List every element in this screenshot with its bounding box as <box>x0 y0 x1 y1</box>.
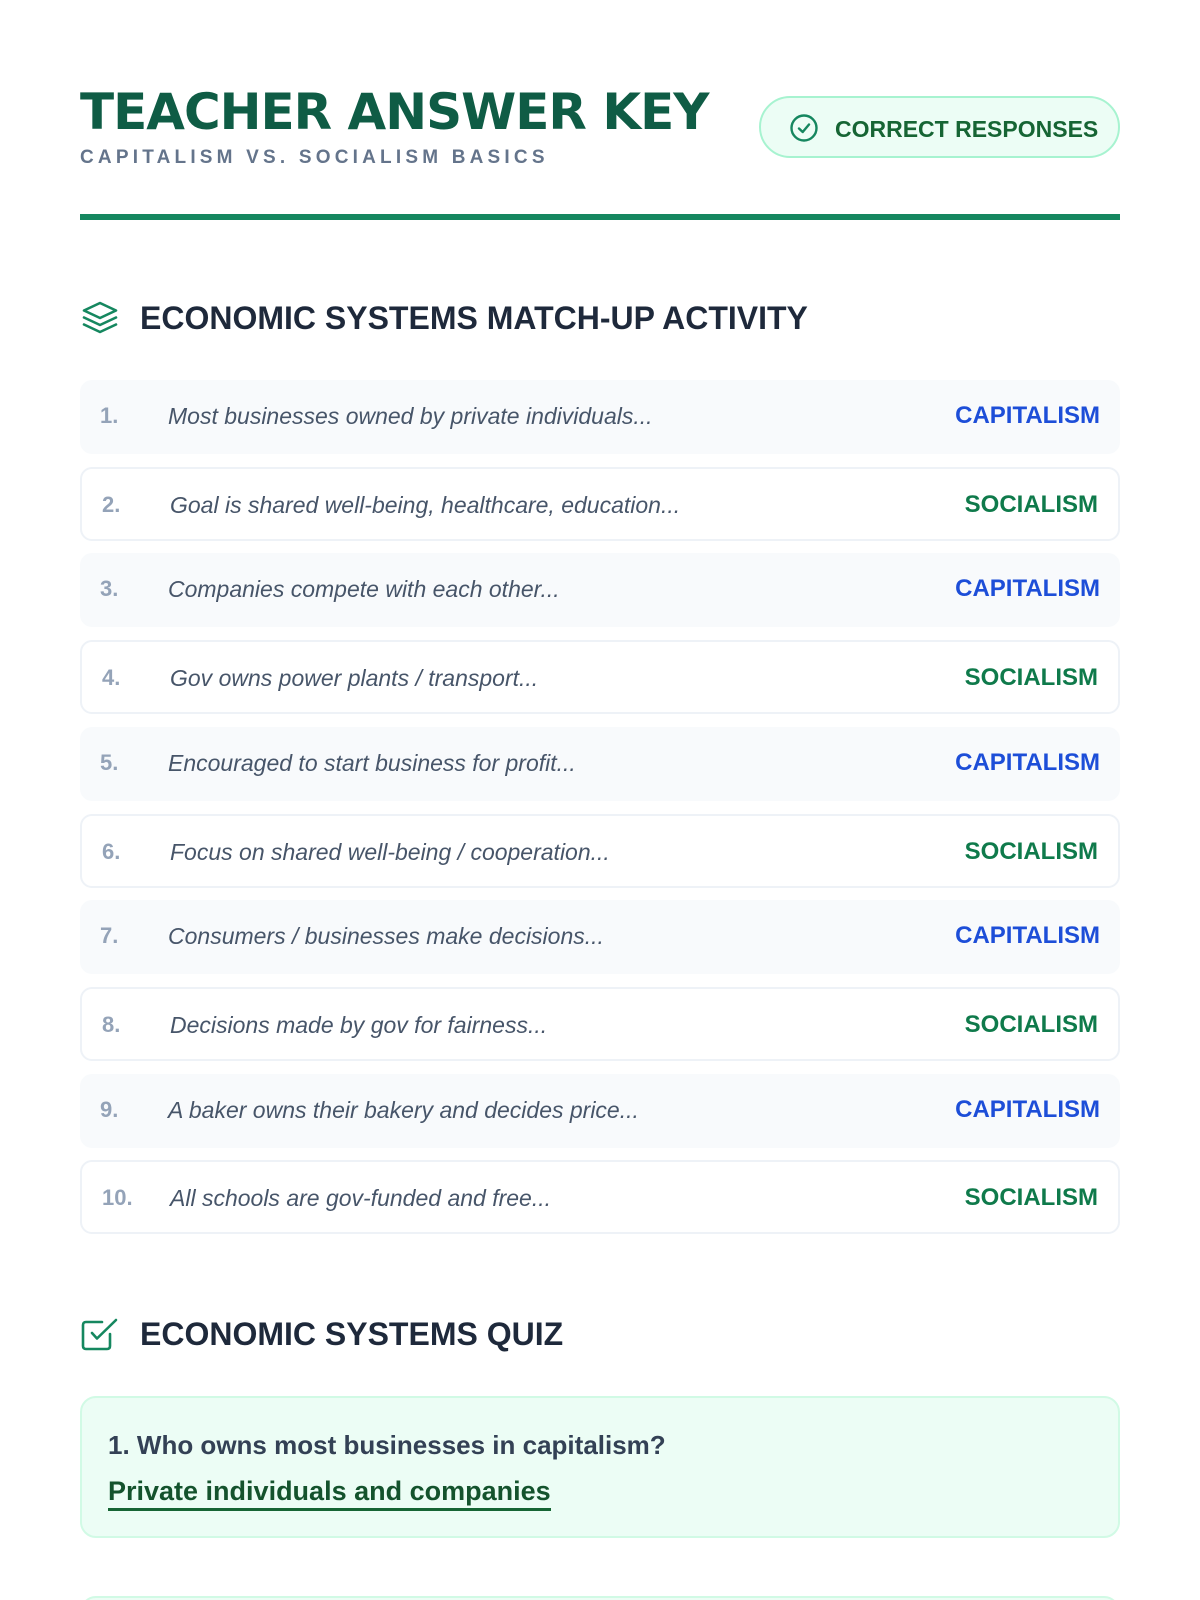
quiz-item-next <box>80 1596 1120 1600</box>
matchup-row <box>80 727 1120 801</box>
header <box>80 84 1120 174</box>
row-answer: SOCIALISM <box>964 1011 1098 1038</box>
row-statement: Decisions made by gov for fairness... <box>170 1012 548 1038</box>
quiz-answer: Private individuals and companies <box>108 1476 551 1511</box>
row-statement: Focus on shared well-being / cooperation... <box>170 839 610 865</box>
page-subtitle: CAPITALISM VS. SOCIALISM BASICS <box>80 147 549 168</box>
header-divider <box>80 214 1120 220</box>
matchup-row <box>80 380 1120 454</box>
row-number: 4. <box>102 665 121 690</box>
row-answer: SOCIALISM <box>964 664 1098 691</box>
row-answer: CAPITALISM <box>955 575 1100 602</box>
matchup-row <box>80 814 1120 888</box>
matchup-section-heading <box>80 296 1120 340</box>
checkbox-icon <box>80 1314 120 1354</box>
row-number: 3. <box>100 576 119 601</box>
row-statement: Goal is shared well-being, healthcare, education... <box>170 492 681 518</box>
quiz-title: ECONOMIC SYSTEMS QUIZ <box>140 1316 564 1352</box>
matchup-row <box>80 640 1120 714</box>
matchup-row <box>80 553 1120 627</box>
row-number: 8. <box>102 1012 121 1037</box>
row-answer: SOCIALISM <box>964 1184 1098 1211</box>
row-number: 6. <box>102 839 121 864</box>
row-number: 7. <box>100 923 119 948</box>
row-statement: Gov owns power plants / transport... <box>170 665 539 691</box>
matchup-title: ECONOMIC SYSTEMS MATCH-UP ACTIVITY <box>140 300 808 336</box>
check-circle-icon <box>789 113 819 143</box>
row-number: 2. <box>102 492 121 517</box>
row-statement: Companies compete with each other... <box>168 576 560 602</box>
quiz-question: 1. Who owns most businesses in capitalism? <box>108 1430 666 1460</box>
matchup-row <box>80 1160 1120 1234</box>
row-answer: SOCIALISM <box>964 838 1098 865</box>
row-statement: A baker owns their bakery and decides price... <box>168 1097 639 1123</box>
matchup-row <box>80 987 1120 1061</box>
row-number: 1. <box>100 403 119 428</box>
matchup-row <box>80 900 1120 974</box>
badge-label: CORRECT RESPONSES <box>835 116 1099 142</box>
row-statement: Most businesses owned by private individuals... <box>168 403 653 429</box>
quiz-item <box>80 1396 1120 1538</box>
row-statement: Encouraged to start business for profit... <box>168 750 576 776</box>
row-number: 9. <box>100 1097 119 1122</box>
row-statement: Consumers / businesses make decisions... <box>168 923 604 949</box>
layers-icon <box>80 298 120 338</box>
matchup-row <box>80 467 1120 541</box>
answer-key-page <box>80 0 1120 1600</box>
row-answer: CAPITALISM <box>955 402 1100 429</box>
row-statement: All schools are gov-funded and free... <box>170 1185 552 1211</box>
row-answer: CAPITALISM <box>955 749 1100 776</box>
row-answer: CAPITALISM <box>955 1096 1100 1123</box>
correct-responses-badge <box>759 96 1120 158</box>
row-answer: CAPITALISM <box>955 922 1100 949</box>
row-number: 5. <box>100 750 119 775</box>
row-number: 10. <box>102 1185 133 1210</box>
page-title: TEACHER ANSWER KEY <box>80 83 709 141</box>
row-answer: SOCIALISM <box>964 491 1098 518</box>
matchup-row <box>80 1074 1120 1148</box>
quiz-section-heading <box>80 1312 1120 1356</box>
